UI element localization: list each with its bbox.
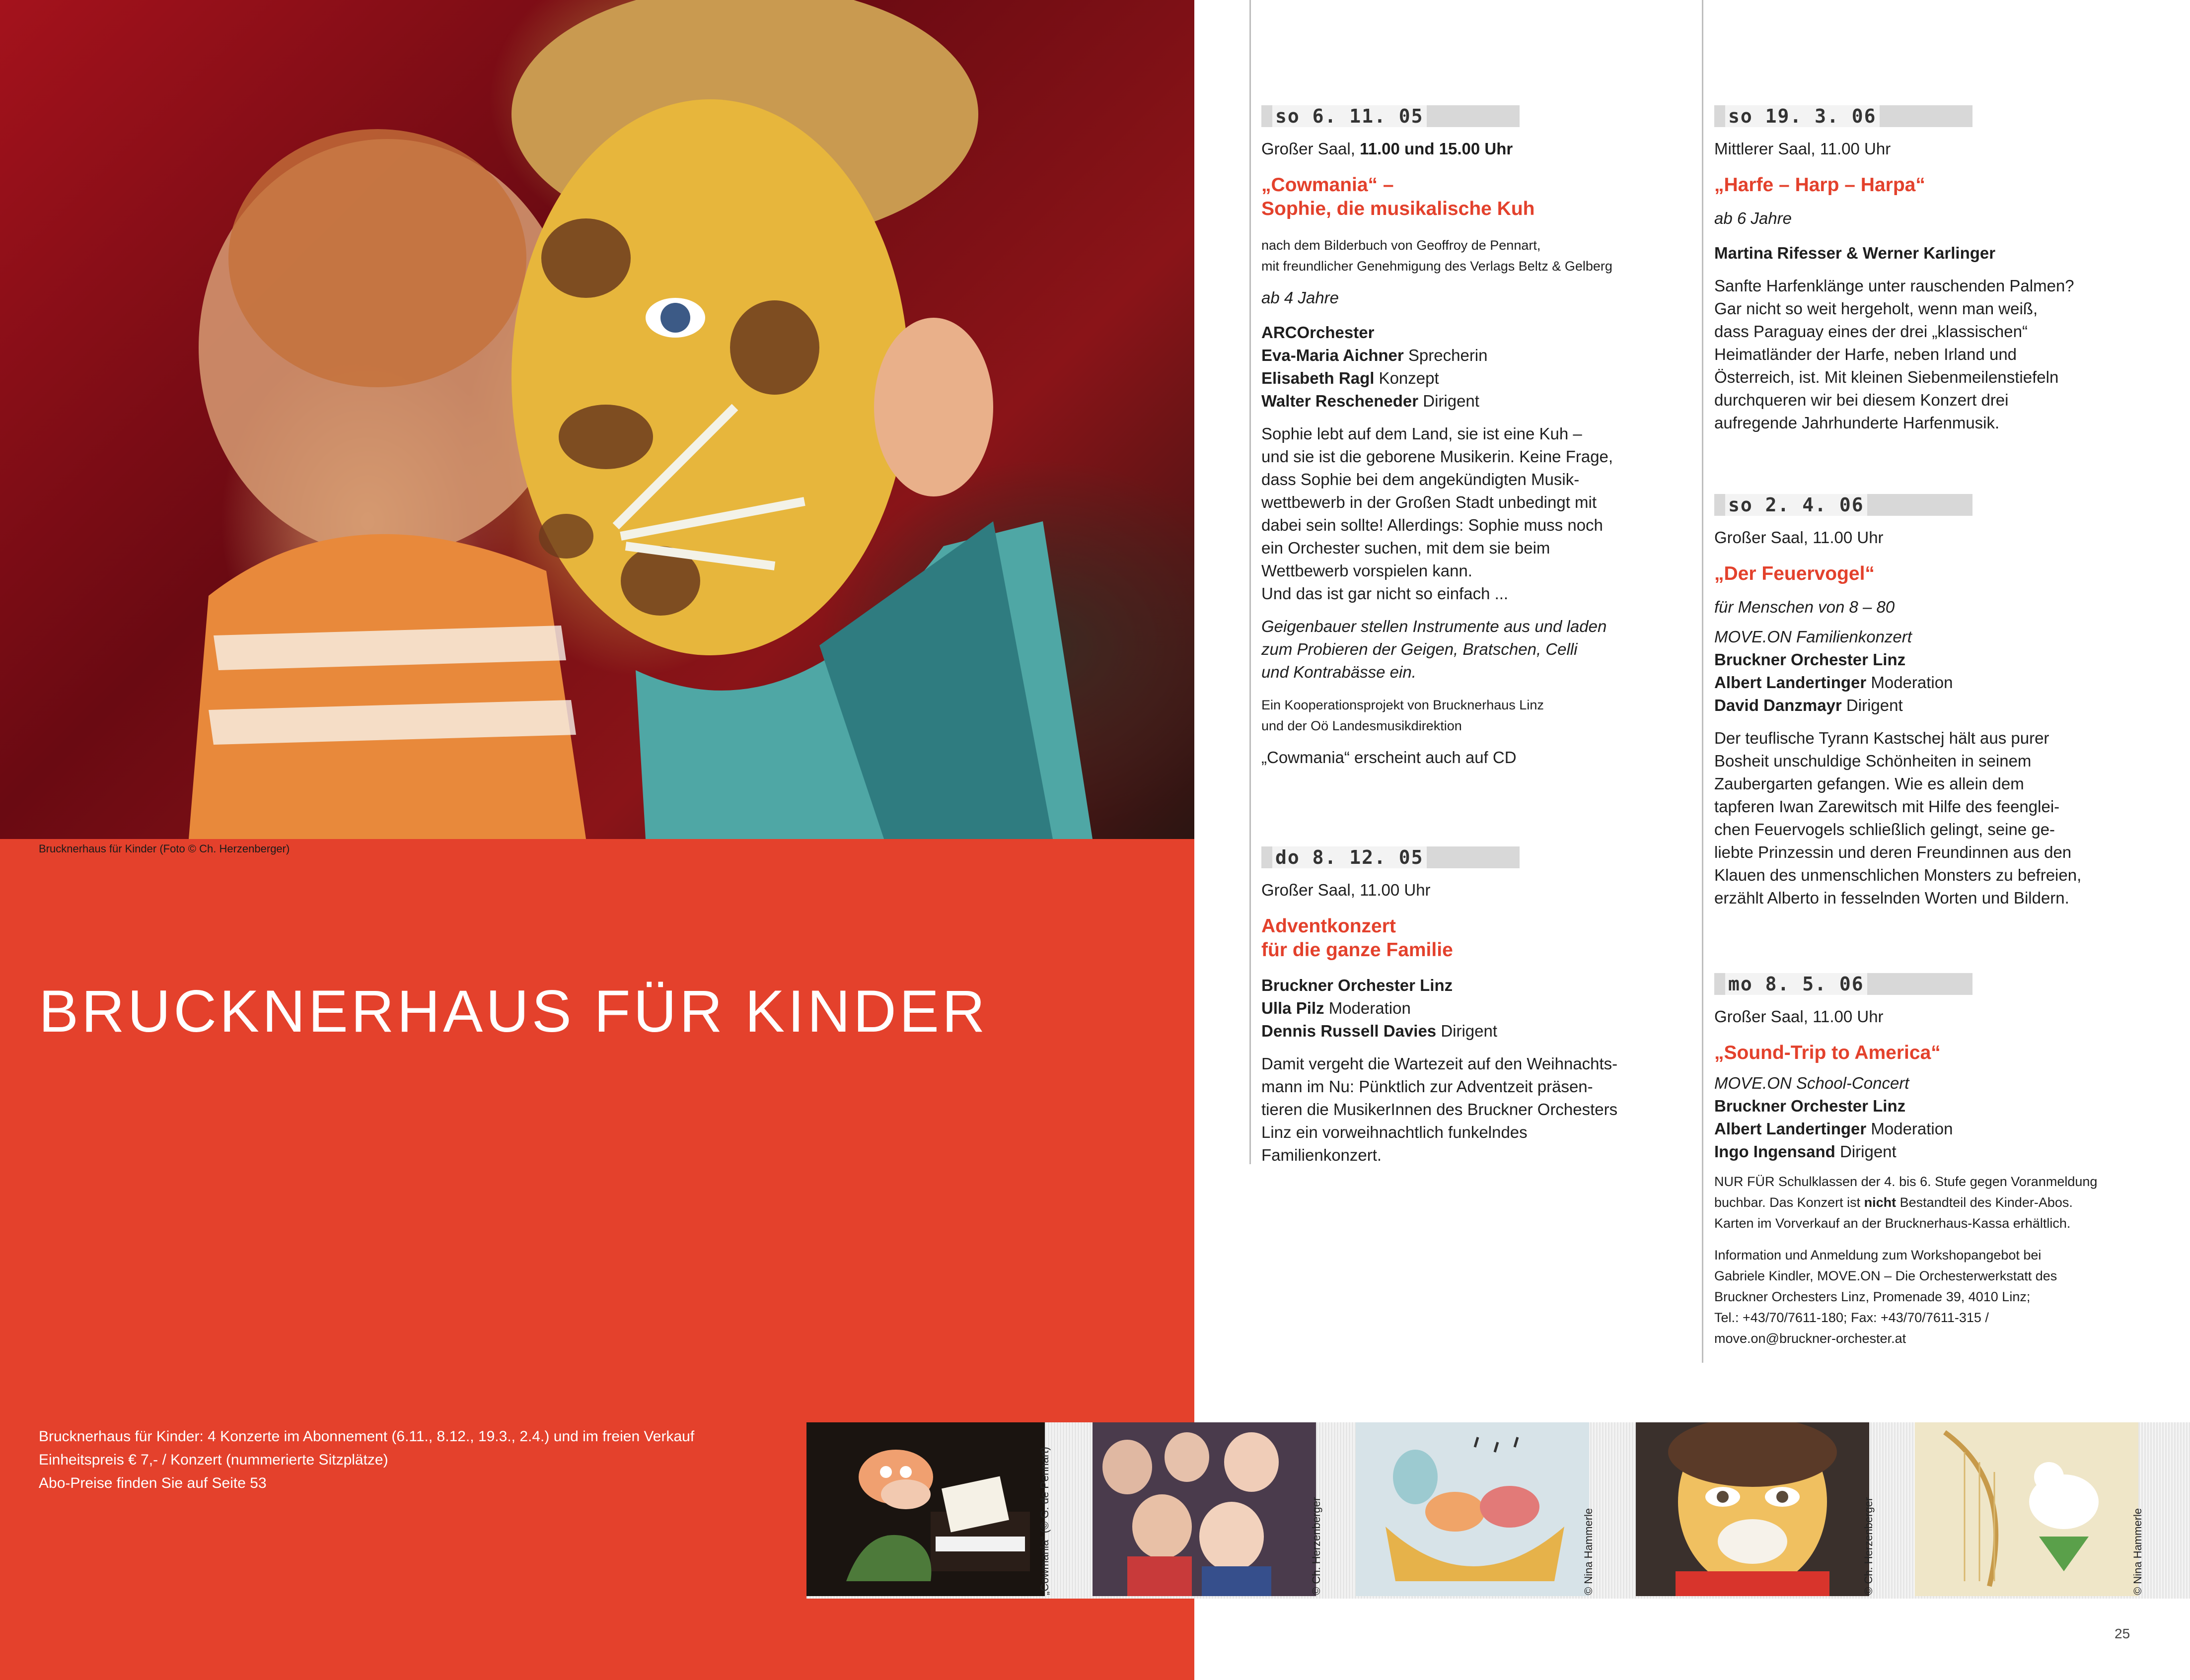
thumbnail-cowmania	[806, 1422, 1045, 1596]
performer: Albert Landertinger Moderation	[1714, 1120, 1953, 1138]
photo-credit: © Ch. Herzenberger	[1310, 1497, 1322, 1595]
hero-photo	[0, 0, 1194, 839]
event-sound-trip	[1714, 973, 2126, 1349]
photo-credit: © Ch. Herzenberger	[1862, 1497, 1875, 1595]
thumbnail-facepaint	[1636, 1422, 1869, 1596]
event-cd-note: „Cowmania“ erscheint auch auf CD	[1261, 748, 1517, 767]
performer: Ingo Ingensand Dirigent	[1714, 1142, 1897, 1161]
event-school-note: NUR FÜR Schulklassen der 4. bis 6. Stufe gegen Voranmeldung buchbar. Das Konzert ist nicht Bestandteil des Kinder-Abos. Karten im Vorverkauf an der Brucknerhaus-Kassa erhältlich.	[1714, 1174, 2098, 1231]
photo-credit: © Nina Hammerle	[2131, 1508, 2144, 1595]
event-contact: Information und Anmeldung zum Workshopangebot bei Gabriele Kindler, MOVE.ON – Die Orchesterwerkstatt des Bruckner Orchesters Linz, Promenade 39, 4010 Linz; Tel.: +43/70/7611-180; Fax: +43/70/7611-315 / move.on@bruckner-orchester.at	[1714, 1248, 2057, 1346]
thumbnail-strip	[806, 1422, 2190, 1599]
thumbnail-harp	[1915, 1422, 2138, 1596]
event-title: Adventkonzert für die ganze Familie	[1261, 915, 1453, 961]
event-source: nach dem Bilderbuch von Geoffroy de Pennart, mit freundlicher Genehmigung des Verlags Beltz & Gelberg	[1261, 238, 1612, 274]
page-title: BRUCKNERHAUS FÜR KINDER	[39, 978, 988, 1045]
event-adventkonzert	[1261, 846, 1674, 1167]
performer: Elisabeth Ragl Konzept	[1261, 369, 1439, 387]
event-series: MOVE.ON School-Concert	[1714, 1074, 1909, 1092]
date-tag: mo 8. 5. 06	[1714, 973, 1972, 995]
hero-photo-illustration	[0, 0, 1194, 839]
date-tag: do 8. 12. 05	[1261, 846, 1520, 868]
column-divider	[1249, 0, 1251, 1164]
performer-list	[1714, 648, 2126, 717]
performer: Bruckner Orchester Linz	[1714, 1097, 1906, 1115]
event-title: „Harfe – Harp – Harpa“	[1714, 174, 1925, 196]
event-feuervogel	[1714, 494, 2126, 910]
info-line: Abo-Preise finden Sie auf Seite 53	[39, 1475, 267, 1491]
photo-credit: © Nina Hammerle	[1582, 1508, 1595, 1595]
performer: David Danzmayr Dirigent	[1714, 696, 1903, 714]
event-cooperation: Ein Kooperationsprojekt von Brucknerhaus Linz und der Oö Landesmusikdirektion	[1261, 698, 1544, 733]
performer: ARCOrchester	[1261, 323, 1375, 342]
photo-credit: Brucknerhaus für Kinder (Foto © Ch. Herzenberger)	[39, 842, 290, 855]
event-cowmania	[1261, 105, 1674, 769]
performer: Bruckner Orchester Linz	[1261, 976, 1453, 994]
performer-list	[1714, 242, 2126, 265]
photo-credit: „Cowmania“ (© G. de Pennart)	[1038, 1447, 1051, 1595]
event-description: Der teuflische Tyrann Kastschej hält aus purer Bosheit unschuldige Schönheiten in seinem Zaubergarten gefangen. Wie es allein dem tapferen Iwan Zarewitsch mit Hilfe des feenglei- chen Feuervogels schließlich gelingt, seine ge- liebte Prinzessin und deren Freundinnen aus den Klauen des unmenschlichen Monsters zu befreien, erzählt Alberto in fesselnden Worten und Bildern.	[1714, 729, 2082, 907]
performer: Dennis Russell Davies Dirigent	[1261, 1022, 1498, 1040]
event-title: „Der Feuervogel“	[1714, 563, 1875, 584]
performer: Walter Rescheneder Dirigent	[1261, 392, 1479, 410]
event-series: MOVE.ON Familienkonzert	[1714, 628, 1912, 646]
event-venue: Großer Saal, 11.00 Uhr	[1714, 1007, 1884, 1026]
event-venue: Großer Saal, 11.00 Uhr	[1714, 528, 1884, 547]
event-note: Geigenbauer stellen Instrumente aus und laden zum Probieren der Geigen, Bratschen, Celli und Kontrabässe ein.	[1261, 617, 1607, 681]
date-tag: so 6. 11. 05	[1261, 105, 1520, 127]
performer: Martina Rifesser & Werner Karlinger	[1714, 244, 1996, 262]
event-age: ab 6 Jahre	[1714, 209, 1792, 227]
event-venue: Mittlerer Saal, 11.00 Uhr	[1714, 140, 1891, 158]
thumbnail-illustration-music	[1356, 1422, 1589, 1596]
performer: Eva-Maria Aichner Sprecherin	[1261, 346, 1488, 364]
performer: Ulla Pilz Moderation	[1261, 999, 1411, 1017]
event-description: Sophie lebt auf dem Land, sie ist eine Kuh – und sie ist die geborene Musikerin. Keine Frage, dass Sophie bei dem angekündigten Musik- wettbewerb in der Großen Stadt unbedingt mit dabei sein sollte! Allerdings: Sophie muss noch ein Orchester suchen, mit dem sie beim Wettbewerb vorspielen kann. Und das ist gar nicht so einfach ...	[1261, 424, 1613, 603]
performer-list	[1261, 974, 1674, 1043]
subscription-info	[39, 1425, 694, 1495]
event-venue: Großer Saal, 11.00 und 15.00 Uhr	[1261, 140, 1513, 158]
page-number: 25	[2115, 1626, 2130, 1641]
info-line: Einheitspreis € 7,- / Konzert (nummerierte Sitzplätze)	[39, 1452, 388, 1468]
event-description: Sanfte Harfenklänge unter rauschenden Palmen? Gar nicht so weit hergeholt, wenn man weiß, dass Paraguay eines der drei „klassischen“ Heimatländer der Harfe, neben Irland und Österreich, ist. Mit kleinen Siebenmeilenstiefeln durchqueren wir bei diesem Konzert drei aufregende Jahrhunderte Harfenmusik.	[1714, 277, 2074, 432]
event-title: „Cowmania“ – Sophie, die musikalische Kuh	[1261, 174, 1535, 219]
event-description: Damit vergeht die Wartezeit auf den Weihnachts- mann im Nu: Pünktlich zur Adventzeit präsen- tieren die MusikerInnen des Bruckner Orchesters Linz ein vorweihnachtlich funkelndes Familienkonzert.	[1261, 1054, 1618, 1164]
performer-list	[1714, 1095, 2126, 1163]
date-tag: so 2. 4. 06	[1714, 494, 1972, 516]
event-age: ab 4 Jahre	[1261, 288, 1339, 307]
performer: Albert Landertinger Moderation	[1714, 673, 1953, 692]
info-line: Brucknerhaus für Kinder: 4 Konzerte im Abonnement (6.11., 8.12., 19.3., 2.4.) und im freien Verkauf	[39, 1428, 695, 1445]
thumbnail-audience	[1093, 1422, 1316, 1596]
event-venue: Großer Saal, 11.00 Uhr	[1261, 881, 1431, 899]
performer-list	[1261, 321, 1674, 413]
performer: Bruckner Orchester Linz	[1714, 650, 1906, 669]
event-age: für Menschen von 8 – 80	[1714, 598, 1895, 616]
event-harfe	[1714, 105, 2126, 434]
event-title: „Sound-Trip to America“	[1714, 1042, 1941, 1063]
date-tag: so 19. 3. 06	[1714, 105, 1972, 127]
column-divider	[1702, 0, 1703, 1363]
